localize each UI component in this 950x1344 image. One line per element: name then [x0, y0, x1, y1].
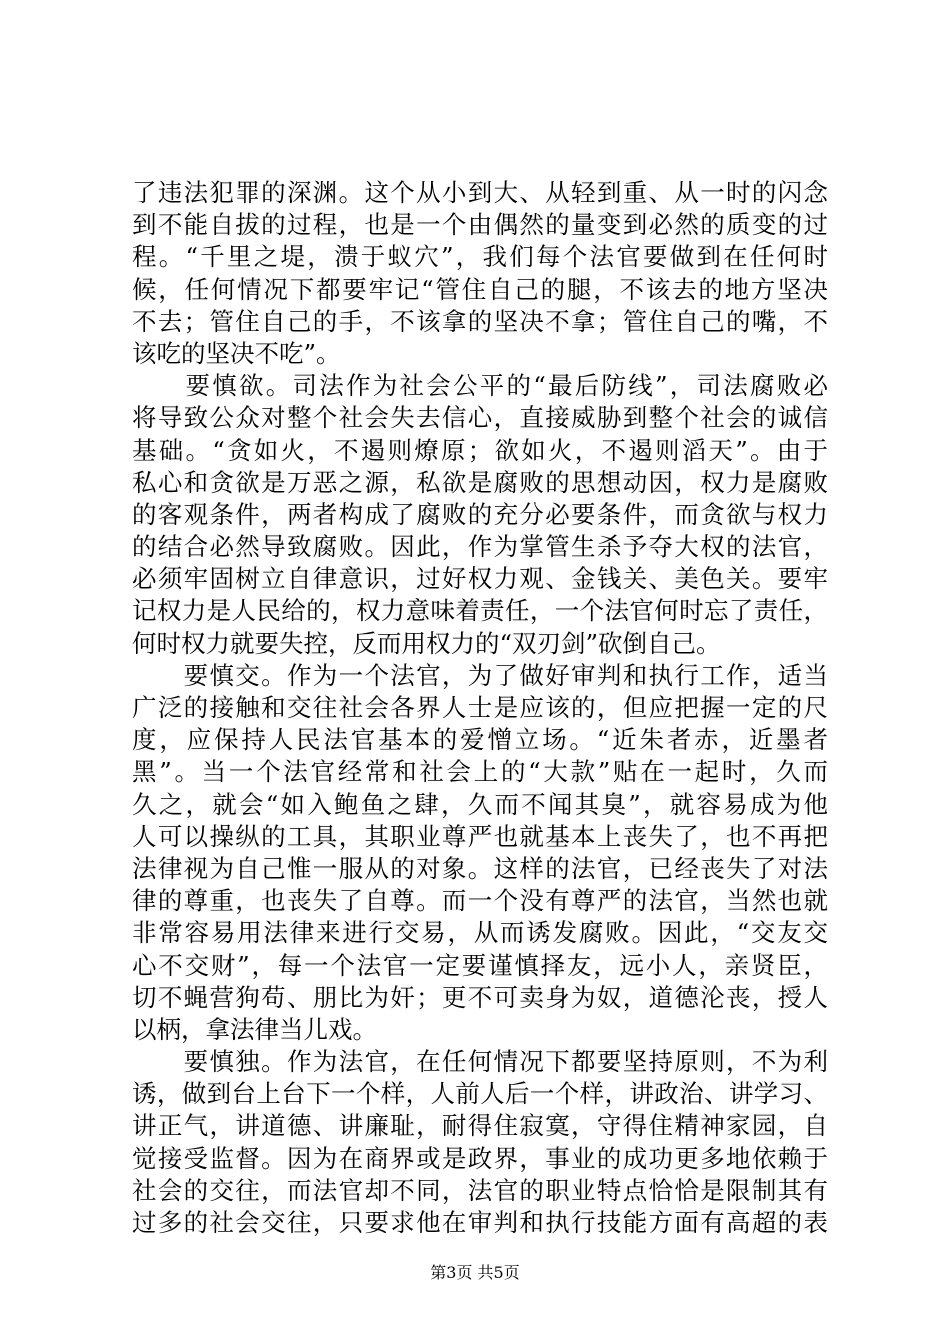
text-line: 法律视为自己惟一服从的对象。这样的法官，已经丧失了对法 — [132, 853, 828, 883]
text-line: 黑”。当一个法官经常和社会上的“大款”贴在一起时，久而 — [132, 757, 828, 787]
text-line: 度，应保持人民法官基本的爱憎立场。“近朱者赤，近墨者 — [132, 725, 828, 755]
text-line: 过多的社会交往，只要求他在审判和执行技能方面有高超的表 — [132, 1208, 828, 1237]
text-line: 律的尊重，也丧失了自尊。而一个没有尊严的法官，当然也就 — [132, 886, 828, 916]
page-footer: 第3页 共5页 — [430, 1263, 520, 1282]
text-line: 久之，就会“如入鲍鱼之肆，久而不闻其臭”，就容易成为他 — [132, 789, 828, 819]
body-text — [132, 177, 828, 1239]
text-line: 心不交财”，每一个法官一定要谨慎择友，远小人，亲贤臣， — [132, 950, 828, 980]
text-line: 觉接受监督。因为在商界或是政界，事业的成功更多地依赖于 — [132, 1143, 828, 1173]
text-line: 诱，做到台上台下一个样，人前人后一个样，讲政治、讲学习、 — [132, 1079, 828, 1109]
text-line: 将导致公众对整个社会失去信心，直接威胁到整个社会的诚信 — [132, 403, 828, 433]
text-line: 讲正气，讲道德、讲廉耻，耐得住寂寞，守得住精神家园，自 — [132, 1111, 828, 1141]
text-line: 要慎独。作为法官，在任何情况下都要坚持原则，不为利 — [132, 1047, 828, 1077]
text-line: 记权力是人民给的，权力意味着责任，一个法官何时忘了责任， — [132, 596, 828, 626]
text-line: 候，任何情况下都要牢记“管住自己的腿，不该去的地方坚决 — [132, 274, 828, 304]
text-line: 非常容易用法律来进行交易，从而诱发腐败。因此，“交友交 — [132, 918, 828, 948]
text-line: 切不蝇营狗苟、朋比为奸；更不可卖身为奴，道德沦丧，授人 — [132, 982, 828, 1012]
text-line: 私心和贪欲是万恶之源，私欲是腐败的思想动因，权力是腐败 — [132, 467, 828, 497]
text-line: 不去；管住自己的手，不该拿的坚决不拿；管住自己的嘴，不 — [132, 306, 828, 336]
text-line: 了违法犯罪的深渊。这个从小到大、从轻到重、从一时的闪念 — [132, 178, 828, 207]
text-line: 人可以操纵的工具，其职业尊严也就基本上丧失了，也不再把 — [132, 821, 828, 851]
text-line: 程。“千里之堤，溃于蚁穴”，我们每个法官要做到在任何时 — [132, 242, 828, 272]
text-line: 到不能自拔的过程，也是一个由偶然的量变到必然的质变的过 — [132, 210, 828, 240]
text-line: 要慎欲。司法作为社会公平的“最后防线”，司法腐败必 — [132, 371, 828, 401]
text-line: 要慎交。作为一个法官，为了做好审判和执行工作，适当 — [132, 660, 828, 690]
text-line: 基础。“贪如火，不遏则燎原；欲如火，不遏则滔天”。由于 — [132, 435, 828, 465]
text-line: 何时权力就要失控，反而用权力的“双刃剑”砍倒自己。 — [132, 628, 721, 658]
text-line: 广泛的接触和交往社会各界人士是应该的，但应把握一定的尺 — [132, 693, 828, 722]
text-line: 的结合必然导致腐败。因此，作为掌管生杀予夺大权的法官， — [132, 532, 828, 562]
text-line: 该吃的坚决不吃”。 — [132, 338, 341, 368]
text-line: 以柄，拿法律当儿戏。 — [132, 1014, 377, 1044]
text-line: 必须牢固树立自律意识，过好权力观、金钱关、美色关。要牢 — [132, 564, 828, 594]
text-line: 社会的交往，而法官却不同，法官的职业特点恰恰是限制其有 — [132, 1175, 828, 1205]
text-line: 的客观条件，两者构成了腐败的充分必要条件，而贪欲与权力 — [132, 499, 828, 529]
